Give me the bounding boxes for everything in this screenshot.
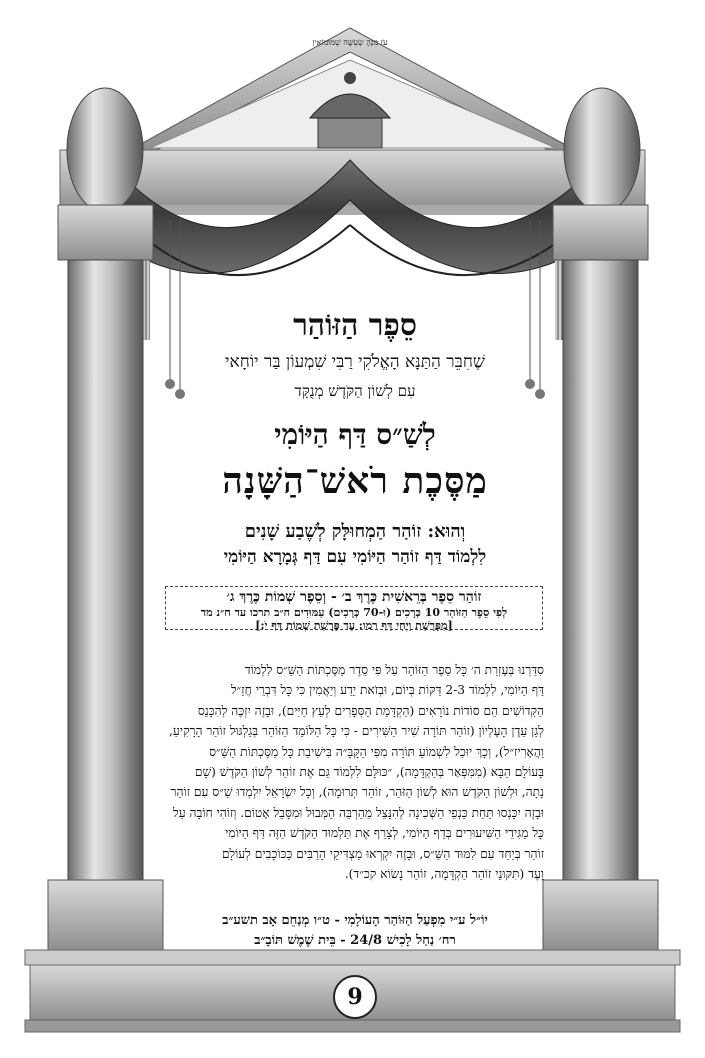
paragraph-line: זוֹהַר בְּיַחַד עִם לִמּוּד הַשַּׁ״ס, וּבָזֶה יִקְרְאוּ מַצְדִּיקֵי הָרַבִּים כַּכּוֹכָבִים לְעוֹלָם	[221, 846, 544, 861]
subheading-line-2: לִלְמוֹד דַּף זוֹהַר הַיּוֹמִי עִם דַּף גְּמָרָא הַיּוֹמִי	[223, 547, 487, 567]
paragraph-line: בָּעוֹלָם הַבָּא (מִמִּפְּאַר בְּהַקְדָּמָה), ״כּוּלָּם לִלְמוֹד גַּם אֶת זוֹהַר לְשׁוֹן הַקֹּדֶשׁ (שָׁם	[194, 765, 544, 780]
intro-paragraph	[166, 660, 544, 884]
paragraph-line: לְגַן עֵדֶן הָעֶלְיוֹן (זוֹהַר תּוֹרָה שִׁיר הַשִּׁירִים - כִּי כָּל הַלּוֹמֵד הַזּוֹהַר בְּגַלְגּוּל זוֹהַר הָרָקִיעַ,	[168, 724, 544, 739]
paragraph-line: וַהֲאָרִיז״ל), וְכָךְ יוּכַל לִשְׁמוֹעַ תּוֹרָה מִפִּי הַקָּבָּ״ה בִּישִׁיבַת כָּל מַסֶּכְתּוֹת הַשַּׁ״ס	[209, 744, 544, 759]
volume-info-line-3: [מִפָּרָשַׁת וַיְחִי דַּף רמו: עַד פָּרָשַׁת שְׁמוֹת דַּף יֹ:]	[255, 619, 453, 632]
volume-info-line-2: לְפִי סֵפֶר הַזּוֹהַר 10 כְּרָכִים (וּ-70 כְּרָכִים) עַמּוּדִים ח״ב תרכו עד ח״נ מד	[200, 606, 508, 619]
paragraph-line: סִדַּרְנוּ בְּעֶזְרַת ה׳ כָּל סֵפֶר הַזּוֹהַר עַל פִּי סֵדֶר מַסֶּכְתּוֹת הַשַּׁ״ס לִלְמוֹד	[244, 663, 544, 677]
publisher-line: יוֹ״ל ע״י מִפְעַל הַזּוֹהַר הָעוֹלָמִי - ט״ו מְנַחֵם אָב תשע״ב	[222, 913, 488, 928]
paragraph-line: וָעֶד (תִּקּוּנֵי זוֹהַר הַקְדָּמָה, זוֹהַר נָשׂוֹא קכ״ד).	[344, 867, 544, 882]
book-title: סֵפֶר הַזּוֹהַר	[293, 308, 417, 343]
volume-info-line-1: זוֹהַר סֵפֶר בְּרֵאשִׁית כֶּרֶךְ ב׳ - וְסֵפֶר שְׁמוֹת כֶּרֶךְ ג׳	[226, 589, 482, 605]
paragraph-line: כָּל מַגִּידֵי הַשִּׁיעוּרִים בְּדַף הַיּוֹמִי, לְצָרֵף אֶת תַּלְמוּד הַקֹּדֶשׁ הַזֶּה דַּף הַיּוֹמִי	[225, 826, 544, 841]
page-number: 9	[333, 975, 377, 1019]
arch-motto: עֹז מִנְּהָ שְׂעִשָּׁה שְׁמוּמוֹאִין	[312, 38, 388, 47]
paragraph-line: הַקְּדוֹשִׁים הֵם סוֹדוֹת נוֹרָאִים (הַקְדָּמַת הַסְּפָרִים לְעֵץ חַיִּים), וּבָזֶה יִזְכֶּה לְהִכָּנֵס	[197, 703, 544, 718]
book-subtitle: שֶׁחִבֵּר הַתַּנָּא הָאֱלֹקִי רַבִּי שִׁמְעוֹן בַּר יוֹחָאי	[225, 352, 485, 372]
heading-tractate: מַסֶּכֶת רֹאשׁ־הַשָּׁנָה	[222, 460, 488, 502]
subheading-line-1: וְהוּא: זוֹהַר הַמְחוּלָּק לְשֶׁבַע שָׁנִים	[244, 521, 466, 542]
paragraph-line: נָתָה, וּלְשׁוֹן הַקֹּדֶשׁ הוּא לְשׁוֹן הַזֹּהַר, זוֹהַר תְּרוּמָה), וְכָל יִשְׂרָאֵל יִלְמְדוּ שַׁ״ס עִם זוֹהַר	[170, 785, 544, 800]
paragraph-line: וּבָזֶה יִכָּנְסוּ תַּחַת כַּנְפֵי הַשְּׁכִינָה לְהִנָּצֵל מֵהַרְבֵּה הַמְּבוּל וּמִסָּבֵל אָטוֹם. וְזוֹהִי חוֹבָה עַל	[173, 805, 544, 820]
volume-info-box	[165, 586, 543, 630]
heading-daf-yomi: לְשַׁ״ס דַּף הַיּוֹמִי	[274, 418, 436, 451]
paragraph-line: דַּף הַיּוֹמִי, לִלְמוֹד 2-3 דַּקּוֹת בְּיוֹם, וּבְזֹאת יֵדַע וְיַאֲמִין כִּי כָּל דִּבְרֵי חֲזַ״ל	[230, 683, 544, 698]
book-subtitle-2: עִם לְשׁוֹן הַקֹּדֶשׁ מְנֻקָּד	[294, 382, 416, 400]
address-line: רח׳ נַחַל לָכִישׁ 24/8 - בֵּית שֶׁמֶשׁ תּוֹבָ״ב	[254, 933, 456, 948]
